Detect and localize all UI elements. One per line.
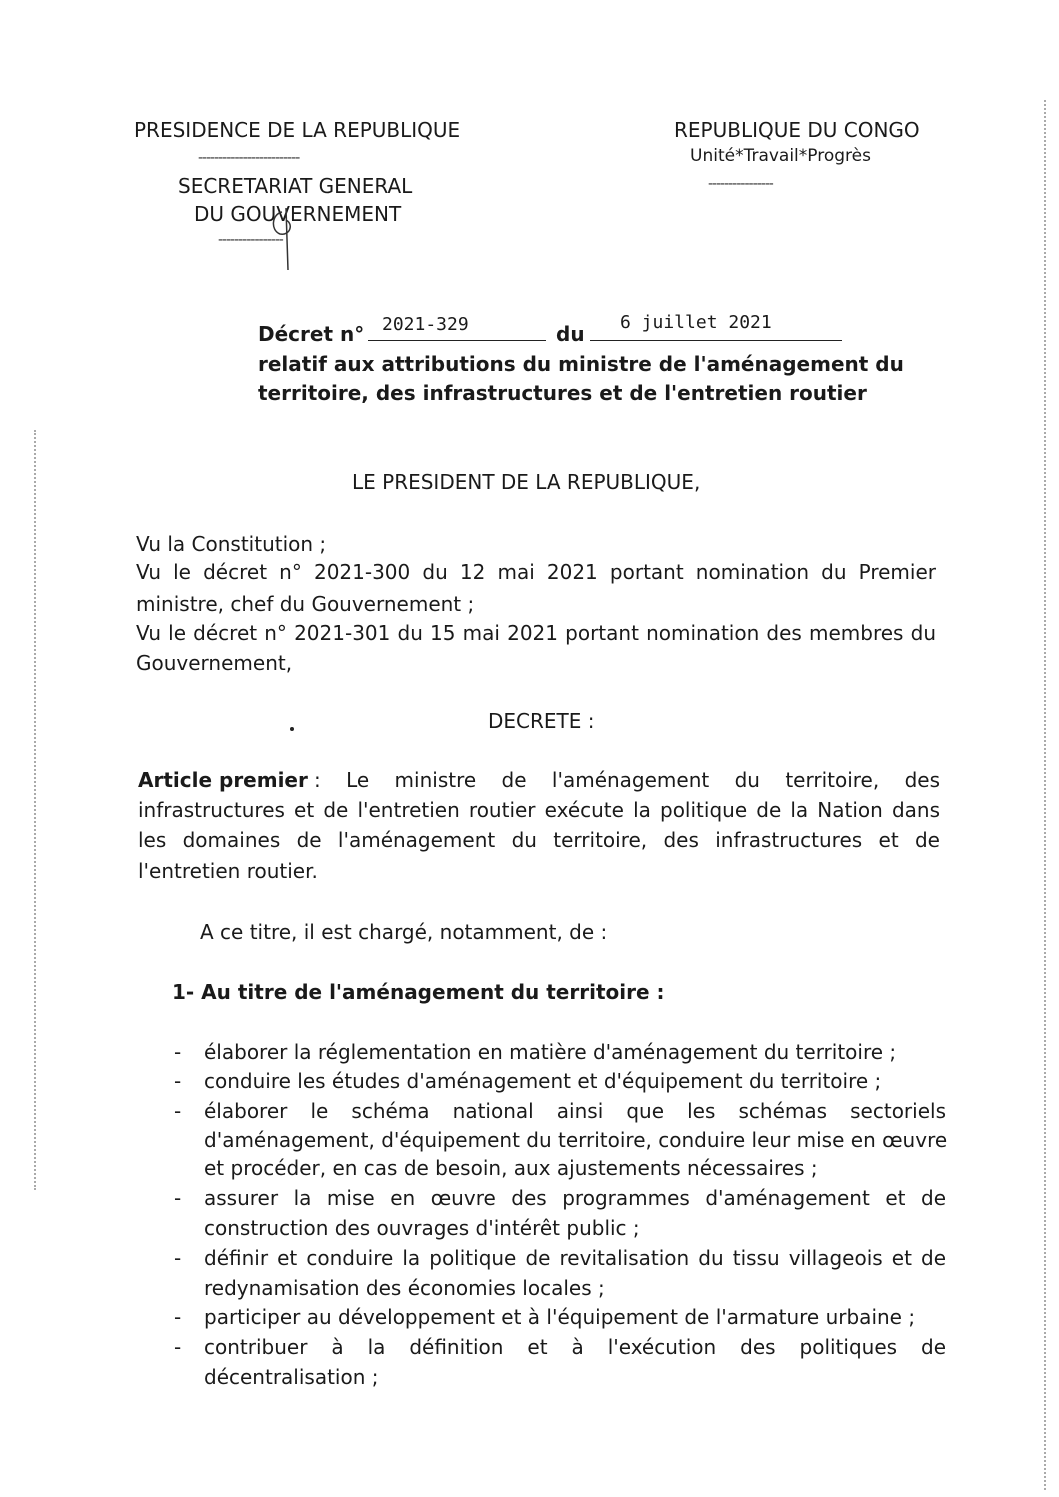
article-line-4: l'entretien routier. <box>138 859 318 883</box>
president-heading: LE PRESIDENT DE LA REPUBLIQUE, <box>352 470 701 494</box>
bullet-1: - <box>174 1040 182 1064</box>
handwritten-initial-mark <box>264 204 304 274</box>
stray-dot <box>290 727 294 731</box>
list-item-4-line-1: assurer la mise en œuvre des programmes d'aménagement et de <box>204 1186 946 1210</box>
header-republique: REPUBLIQUE DU CONGO <box>674 118 920 142</box>
article-line-1: : Le ministre de l'aménagement du territoire, des <box>314 768 940 792</box>
list-item-7-line-2: décentralisation ; <box>204 1365 379 1389</box>
decree-prefix: Décret n° <box>258 322 365 346</box>
intro-line: A ce titre, il est chargé, notamment, de : <box>200 920 608 944</box>
list-item-4-line-2: construction des ouvrages d'intérêt public ; <box>204 1216 640 1240</box>
list-item-2: conduire les études d'aménagement et d'équipement du territoire ; <box>204 1069 882 1093</box>
article-line-2: infrastructures et de l'entretien routier exécute la politique de la Nation dans <box>138 798 940 822</box>
header-motto: Unité*Travail*Progrès <box>690 146 871 166</box>
vu-decret-2-line-1: Vu le décret n° 2021-301 du 15 mai 2021 portant nomination des membres du <box>136 621 936 645</box>
section-1-heading: 1- Au titre de l'aménagement du territoire : <box>172 980 665 1004</box>
article-line-3: les domaines de l'aménagement du territoire, des infrastructures et de <box>138 828 940 852</box>
list-item-5-line-1: définir et conduire la politique de revitalisation du tissu villageois et de <box>204 1246 946 1270</box>
scan-edge-left <box>34 430 36 1190</box>
decrete-heading: DECRETE : <box>488 709 595 733</box>
header-secretariat: SECRETARIAT GENERAL <box>178 174 413 198</box>
vu-constitution: Vu la Constitution ; <box>136 532 327 556</box>
list-item-6: participer au développement et à l'équipement de l'armature urbaine ; <box>204 1305 916 1329</box>
bullet-2: - <box>174 1069 182 1093</box>
list-item-5-line-2: redynamisation des économies locales ; <box>204 1276 605 1300</box>
decree-du: du <box>556 322 585 346</box>
bullet-7: - <box>174 1335 182 1359</box>
list-item-3-line-1: élaborer le schéma national ainsi que les schémas sectoriels <box>204 1099 946 1123</box>
bullet-6: - <box>174 1305 182 1329</box>
list-item-1: élaborer la réglementation en matière d'aménagement du territoire ; <box>204 1040 897 1064</box>
decree-number: 2021-329 <box>382 314 469 335</box>
header-gouvernement: DU GOUVERNEMENT <box>194 202 402 226</box>
header-presidence: PRESIDENCE DE LA REPUBLIQUE <box>134 118 461 142</box>
bullet-3: - <box>174 1099 182 1123</box>
decree-title-line-2: territoire, des infrastructures et de l'entretien routier <box>258 381 867 405</box>
vu-decret-2-line-2: Gouvernement, <box>136 651 293 675</box>
bullet-4: - <box>174 1186 182 1210</box>
vu-decret-1-line-1: Vu le décret n° 2021-300 du 12 mai 2021 portant nomination du Premier <box>136 560 936 584</box>
decree-date: 6 juillet 2021 <box>620 312 772 333</box>
decree-title-line-1: relatif aux attributions du ministre de l'aménagement du <box>258 352 904 376</box>
header-left-divider-2: ---------------- <box>218 232 283 248</box>
list-item-7-line-1: contribuer à la définition et à l'exécution des politiques de <box>204 1335 946 1359</box>
list-item-3-line-2: d'aménagement, d'équipement du territoire, conduire leur mise en œuvre <box>204 1128 948 1152</box>
header-right-divider: ---------------- <box>708 176 773 192</box>
list-item-3-line-3: et procéder, en cas de besoin, aux ajustements nécessaires ; <box>204 1156 818 1180</box>
bullet-5: - <box>174 1246 182 1270</box>
article-label: Article premier <box>138 768 308 792</box>
header-left-divider: ------------------------- <box>198 150 300 166</box>
scan-edge-right <box>1044 100 1046 1490</box>
vu-decret-1-line-2: ministre, chef du Gouvernement ; <box>136 592 475 616</box>
